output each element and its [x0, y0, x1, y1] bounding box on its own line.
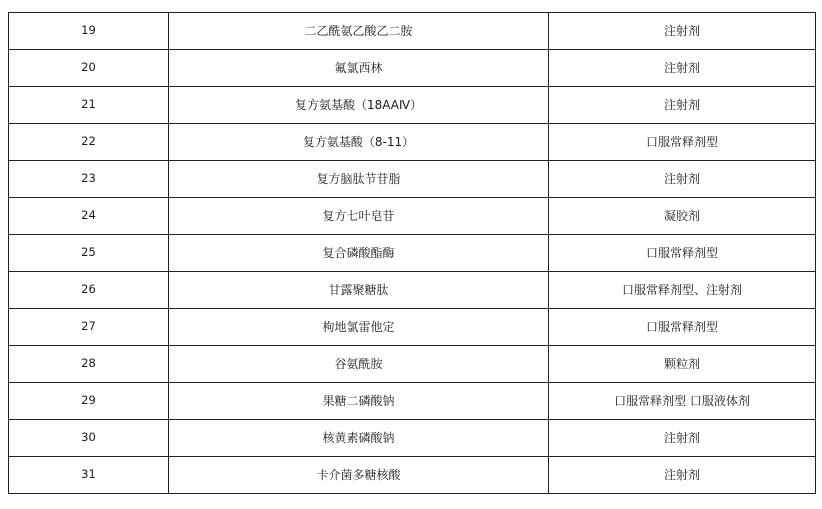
- row-number: 22: [9, 124, 169, 161]
- drug-table: [8, 12, 816, 494]
- drug-name: 卡介菌多糖核酸: [169, 457, 549, 494]
- drug-name: 复方七叶皂苷: [169, 198, 549, 235]
- row-number: 23: [9, 161, 169, 198]
- dosage-form: 口服常释剂型: [549, 124, 816, 161]
- dosage-form: 注射剂: [549, 420, 816, 457]
- dosage-form: 注射剂: [549, 87, 816, 124]
- table-row: [9, 457, 816, 494]
- drug-name: 果糖二磷酸钠: [169, 383, 549, 420]
- drug-table-body: [9, 13, 816, 494]
- row-number: 31: [9, 457, 169, 494]
- row-number: 24: [9, 198, 169, 235]
- drug-name: 甘露聚糖肽: [169, 272, 549, 309]
- dosage-form: 口服常释剂型: [549, 309, 816, 346]
- dosage-form: 口服常释剂型 口服液体剂: [549, 383, 816, 420]
- row-number: 26: [9, 272, 169, 309]
- row-number: 21: [9, 87, 169, 124]
- table-row: [9, 87, 816, 124]
- drug-name: 复方氨基酸（18AAⅣ）: [169, 87, 549, 124]
- table-row: [9, 13, 816, 50]
- table-row: [9, 272, 816, 309]
- row-number: 28: [9, 346, 169, 383]
- table-row: [9, 198, 816, 235]
- dosage-form: 颗粒剂: [549, 346, 816, 383]
- row-number: 20: [9, 50, 169, 87]
- table-row: [9, 124, 816, 161]
- row-number: 27: [9, 309, 169, 346]
- table-row: [9, 50, 816, 87]
- row-number: 19: [9, 13, 169, 50]
- dosage-form: 注射剂: [549, 161, 816, 198]
- drug-name: 二乙酰氨乙酸乙二胺: [169, 13, 549, 50]
- drug-name: 复方脑肽节苷脂: [169, 161, 549, 198]
- table-row: [9, 309, 816, 346]
- drug-name: 复合磷酸酯酶: [169, 235, 549, 272]
- row-number: 29: [9, 383, 169, 420]
- row-number: 30: [9, 420, 169, 457]
- table-row: [9, 161, 816, 198]
- drug-name: 核黄素磷酸钠: [169, 420, 549, 457]
- dosage-form: 凝胶剂: [549, 198, 816, 235]
- table-row: [9, 346, 816, 383]
- row-number: 25: [9, 235, 169, 272]
- dosage-form: 注射剂: [549, 457, 816, 494]
- dosage-form: 注射剂: [549, 50, 816, 87]
- drug-name: 枸地氯雷他定: [169, 309, 549, 346]
- dosage-form: 口服常释剂型: [549, 235, 816, 272]
- drug-name: 氟氯西林: [169, 50, 549, 87]
- drug-name: 谷氨酰胺: [169, 346, 549, 383]
- table-row: [9, 420, 816, 457]
- table-row: [9, 383, 816, 420]
- table-row: [9, 235, 816, 272]
- drug-name: 复方氨基酸（8-11）: [169, 124, 549, 161]
- dosage-form: 注射剂: [549, 13, 816, 50]
- dosage-form: 口服常释剂型、注射剂: [549, 272, 816, 309]
